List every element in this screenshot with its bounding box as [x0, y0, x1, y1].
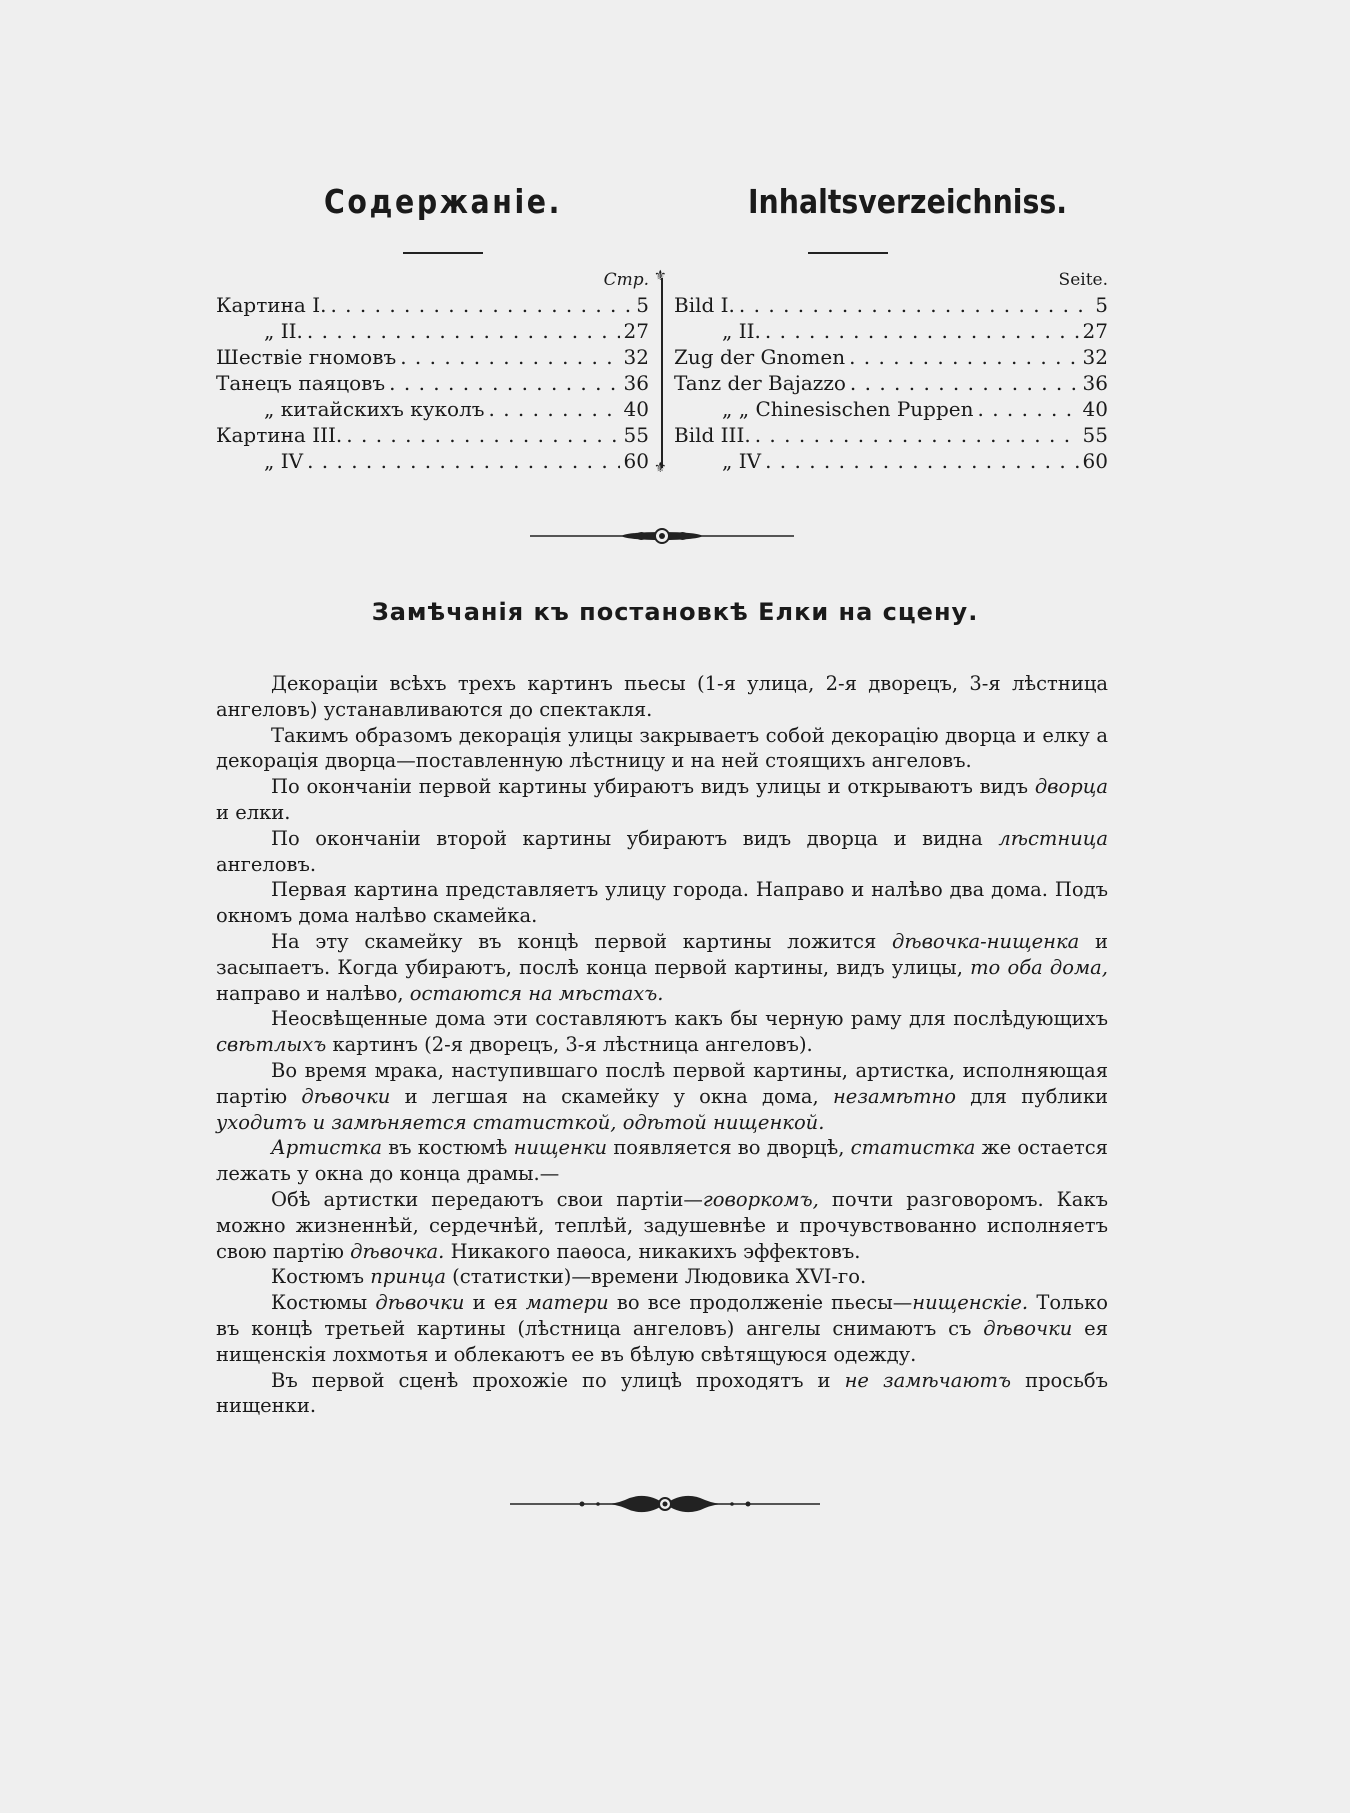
- toc-entry-page: 32: [1082, 345, 1108, 369]
- toc-entry-de: [674, 422, 1108, 448]
- toc-leader-dots: [303, 318, 620, 344]
- notes-paragraph: Въ первой сценѣ прохожіе по улицѣ проходятъ и не замѣчаютъ просьбъ нищенки.: [216, 1368, 1108, 1418]
- toc-entry-page: 55: [623, 423, 649, 447]
- notes-paragraph: Такимъ образомъ декорація улицы закрываетъ собой декорацію дворца и елку а декорація дворца—поставленную лѣстницу и на ней стоящихъ ангеловъ.: [216, 723, 1108, 773]
- toc-leader-dots: [845, 344, 1078, 370]
- toc-leader-dots: [761, 318, 1079, 344]
- toc-entry-title: „ II.: [264, 319, 303, 343]
- toc-entry-title: Tanz der Bajazzo: [674, 371, 846, 395]
- toc-entry-title: „ IV: [722, 449, 762, 473]
- divider-bottom-ornament: ⚜: [654, 460, 667, 476]
- toc-leader-dots: [396, 344, 619, 370]
- toc-entry-title: „ IV: [264, 449, 304, 473]
- toc-entry-ru: [216, 370, 649, 396]
- toc-leader-dots: [761, 448, 1078, 474]
- toc-column-divider: [661, 278, 663, 468]
- toc-entry-title: Bild I.: [674, 293, 735, 317]
- notes-paragraph: Неосвѣщенные дома эти составляютъ какъ бы черную раму для послѣдующихъ свѣтлыхъ картинъ (2-я дворецъ, 3-я лѣстница ангеловъ).: [216, 1007, 1108, 1057]
- toc-entry-title: „ II.: [722, 319, 761, 343]
- heading-underline-german: [808, 252, 888, 254]
- toc-entry-ru: [216, 318, 649, 344]
- toc-entry-de: [674, 344, 1108, 370]
- toc-leader-dots: [326, 292, 632, 318]
- notes-paragraph: Обѣ артистки передаютъ свои партіи—говоркомъ, почти разговоромъ. Какъ можно жизненнѣй, сердечнѣй, теплѣй, задушевнѣе и прочувствованно исполняетъ свою партію дѣвочка. Никакого паѳоса, никакихъ эффектовъ.: [216, 1187, 1108, 1263]
- notes-paragraph: По окончаніи первой картины убираютъ видъ улицы и открываютъ видъ дворца и елки.: [216, 775, 1108, 824]
- toc-leader-dots: [485, 396, 620, 422]
- toc-entry-page: 60: [623, 449, 649, 473]
- toc-entry-page: 60: [1082, 449, 1108, 473]
- divider-top-ornament: ⚜: [654, 268, 667, 284]
- toc-leader-dots: [735, 292, 1091, 318]
- toc-page-label-russian: Стр.: [603, 270, 649, 290]
- toc-entry-page: 40: [1082, 397, 1108, 421]
- toc-leader-dots: [342, 422, 619, 448]
- toc-entry-title: „ „ Chinesischen Puppen: [722, 397, 974, 421]
- toc-entry-de: [674, 370, 1108, 396]
- toc-entry-title: Zug der Gnomen: [674, 345, 846, 369]
- toc-entry-title: Танецъ паяцовъ: [216, 371, 386, 395]
- heading-underline-russian: [403, 252, 483, 254]
- toc-leader-dots: [385, 370, 619, 396]
- ornament-divider-top: [530, 524, 794, 548]
- toc-entry-page: 55: [1082, 423, 1108, 447]
- toc-entry-ru: [216, 292, 649, 318]
- toc-leader-dots: [303, 448, 619, 474]
- notes-paragraph: Первая картина представляетъ улицу города. Направо и налѣво два дома. Подъ окномъ дома налѣво скамейка.: [216, 878, 1108, 928]
- toc-entry-title: Картина I.: [216, 293, 327, 317]
- toc-leader-dots: [973, 396, 1078, 422]
- toc-entry-page: 36: [623, 371, 649, 395]
- toc-entry-ru: [216, 396, 649, 422]
- notes-paragraph: Артистка въ костюмѣ нищенки появляется во дворцѣ, статистка же остается лежать у окна до конца драмы.—: [216, 1136, 1108, 1186]
- notes-paragraph: Костюмы дѣвочки и ея матери во все продолженіе пьесы—нищенскіе. Только въ концѣ третьей картины (лѣстница ангеловъ) ангелы снимаютъ съ дѣвочки ея нищенскія лохмотья и облекаютъ ее въ бѣлую свѣтящуюся одежду.: [216, 1291, 1109, 1366]
- contents-heading-german: Inhaltsverzeichniss.: [748, 182, 1068, 221]
- contents-heading-russian: Содержаніе.: [324, 182, 562, 221]
- toc-entry-ru: [216, 344, 649, 370]
- toc-entry-de: [674, 448, 1108, 474]
- toc-entry-title: „ китайскихъ куколъ: [264, 397, 485, 421]
- toc-entry-title: Картина III.: [216, 423, 343, 447]
- notes-paragraph: Декораціи всѣхъ трехъ картинъ пьесы (1-я улица, 2-я дворецъ, 3-я лѣстница ангеловъ) устанавливаются до спектакля.: [216, 672, 1108, 721]
- toc-entry-page: 5: [1095, 293, 1108, 317]
- toc-entry-de: [674, 292, 1108, 318]
- toc-entry-title: Bild III.: [674, 423, 751, 447]
- toc-entry-de: [674, 396, 1108, 422]
- toc-entry-ru: [216, 448, 649, 474]
- toc-entry-title: Шествіе гномовъ: [216, 345, 397, 369]
- notes-paragraph: По окончаніи второй картины убираютъ видъ дворца и видна лѣстница ангеловъ.: [216, 826, 1108, 876]
- notes-body: [216, 671, 1108, 1419]
- toc-entry-page: 27: [1082, 319, 1108, 343]
- toc-leader-dots: [846, 370, 1079, 396]
- toc-entry-page: 27: [623, 319, 649, 343]
- toc-german: [674, 268, 1108, 474]
- toc-entry-de: [674, 318, 1108, 344]
- toc-page-label-german: Seite.: [1058, 270, 1108, 290]
- toc-leader-dots: [751, 422, 1079, 448]
- notes-paragraph: Во время мрака, наступившаго послѣ первой картины, артистка, исполняющая партію дѣвочки и легшая на скамейку у окна дома, незамѣтно для публики уходитъ и замѣняется статисткой, одѣтой нищенкой.: [216, 1058, 1108, 1134]
- toc-entry-page: 32: [623, 345, 649, 369]
- ornament-divider-bottom: [510, 1490, 820, 1518]
- toc-entry-page: 40: [623, 397, 649, 421]
- notes-paragraph: Костюмъ принца (статистки)—времени Людовика XVI-го.: [271, 1265, 867, 1289]
- toc-entry-page: 5: [636, 293, 649, 317]
- notes-paragraph: На эту скамейку въ концѣ первой картины ложится дѣвочка-нищенка и засыпаетъ. Когда убираютъ, послѣ конца первой картины, видъ улицы, то оба дома, направо и налѣво, остаются на мѣстахъ.: [216, 929, 1109, 1005]
- toc-russian: [216, 268, 649, 474]
- toc-entry-page: 36: [1082, 371, 1108, 395]
- notes-title: Замѣчанія къ постановкѣ Елки на сцену.: [371, 598, 979, 626]
- toc-entry-ru: [216, 422, 649, 448]
